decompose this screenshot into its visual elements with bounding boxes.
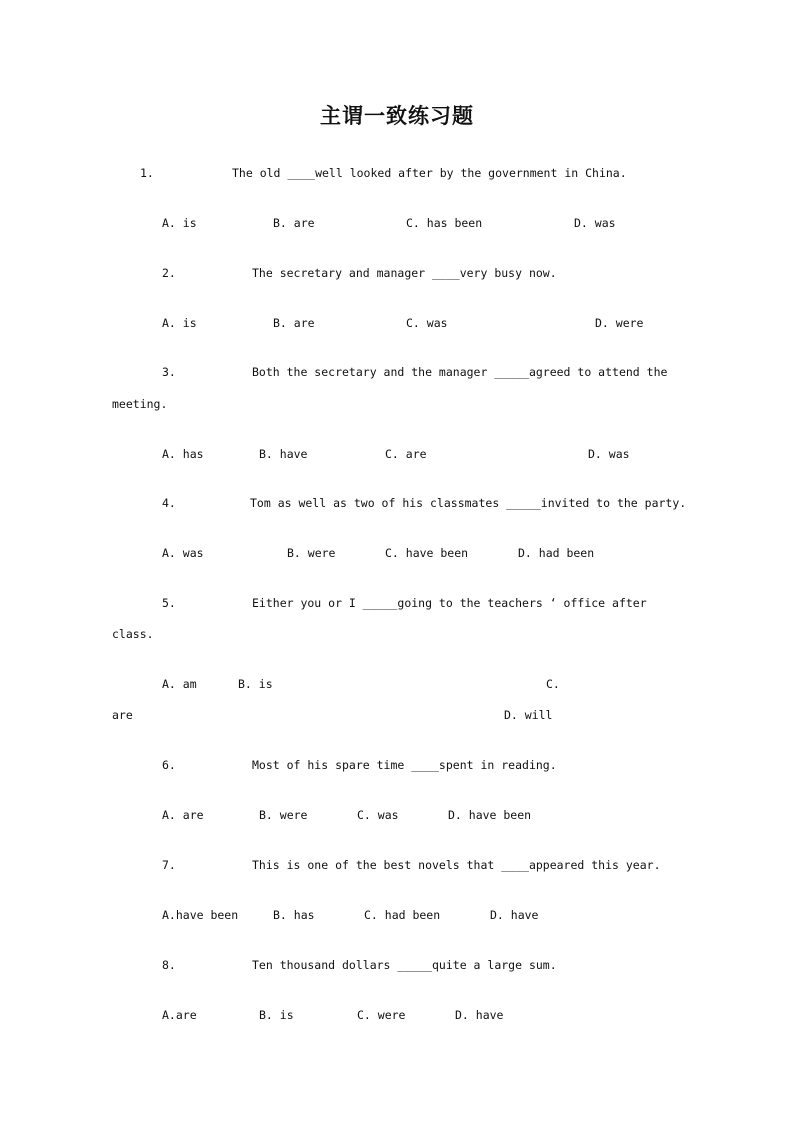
question-5-option-c-text: are — [112, 708, 133, 722]
question-6-option-b: B. were — [259, 808, 308, 822]
question-3-stem: Both the secretary and the manager _____agreed to attend the — [252, 365, 668, 379]
page-title: 主谓一致练习题 — [320, 104, 474, 128]
question-3-number: 3. — [162, 365, 176, 379]
question-1-option-b: B. are — [273, 216, 315, 230]
question-6-option-d: D. have been — [448, 808, 532, 822]
question-3-option-c: C. are — [385, 447, 427, 461]
question-5-option-b: B. is — [238, 677, 273, 691]
question-4-option-c: C. have been — [385, 546, 469, 560]
question-4-option-a: A. was — [162, 546, 204, 560]
question-5-stem-continued: class. — [112, 627, 154, 641]
question-6-number: 6. — [162, 758, 176, 772]
question-8-stem: Ten thousand dollars _____quite a large sum. — [252, 958, 557, 972]
question-2-stem: The secretary and manager ____very busy now. — [252, 266, 557, 280]
question-4-option-b: B. were — [287, 546, 336, 560]
question-2-option-b: B. are — [273, 316, 315, 330]
question-5-option-a: A. am — [162, 677, 197, 691]
question-3-option-a: A. has — [162, 447, 204, 461]
question-8-option-b: B. is — [259, 1008, 294, 1022]
question-3-option-b: B. have — [259, 447, 308, 461]
question-3-option-d: D. was — [588, 447, 630, 461]
question-5-stem: Either you or I _____going to the teachers ‘ office after — [252, 596, 647, 610]
question-6-option-a: A. are — [162, 808, 204, 822]
question-7-option-c: C. had been — [364, 908, 441, 922]
question-1-option-d: D. was — [574, 216, 616, 230]
question-4-option-d: D. had been — [518, 546, 595, 560]
question-8-option-a: A.are — [162, 1008, 197, 1022]
question-8-number: 8. — [162, 958, 176, 972]
question-7-option-b: B. has — [273, 908, 315, 922]
question-7-number: 7. — [162, 858, 176, 872]
question-4-stem: Tom as well as two of his classmates _____invited to the party. — [250, 496, 687, 510]
question-3-stem-continued: meeting. — [112, 397, 168, 411]
question-5-number: 5. — [162, 596, 176, 610]
question-7-option-a: A.have been — [162, 908, 239, 922]
question-8-option-c: C. were — [357, 1008, 406, 1022]
question-2-option-d: D. were — [595, 316, 644, 330]
question-8-option-d: D. have — [455, 1008, 504, 1022]
question-4-number: 4. — [162, 496, 176, 510]
question-2-option-c: C. was — [406, 316, 448, 330]
question-6-stem: Most of his spare time ____spent in reading. — [252, 758, 557, 772]
question-7-stem: This is one of the best novels that ____appeared this year. — [252, 858, 661, 872]
question-5-option-c-letter: C. — [546, 677, 560, 691]
question-1-number: 1. — [140, 166, 154, 180]
question-1-stem: The old ____well looked after by the government in China. — [232, 166, 627, 180]
question-1-option-c: C. has been — [406, 216, 483, 230]
question-7-option-d: D. have — [490, 908, 539, 922]
question-6-option-c: C. was — [357, 808, 399, 822]
question-1-option-a: A. is — [162, 216, 197, 230]
question-5-option-d: D. will — [504, 708, 553, 722]
question-2-option-a: A. is — [162, 316, 197, 330]
question-2-number: 2. — [162, 266, 176, 280]
